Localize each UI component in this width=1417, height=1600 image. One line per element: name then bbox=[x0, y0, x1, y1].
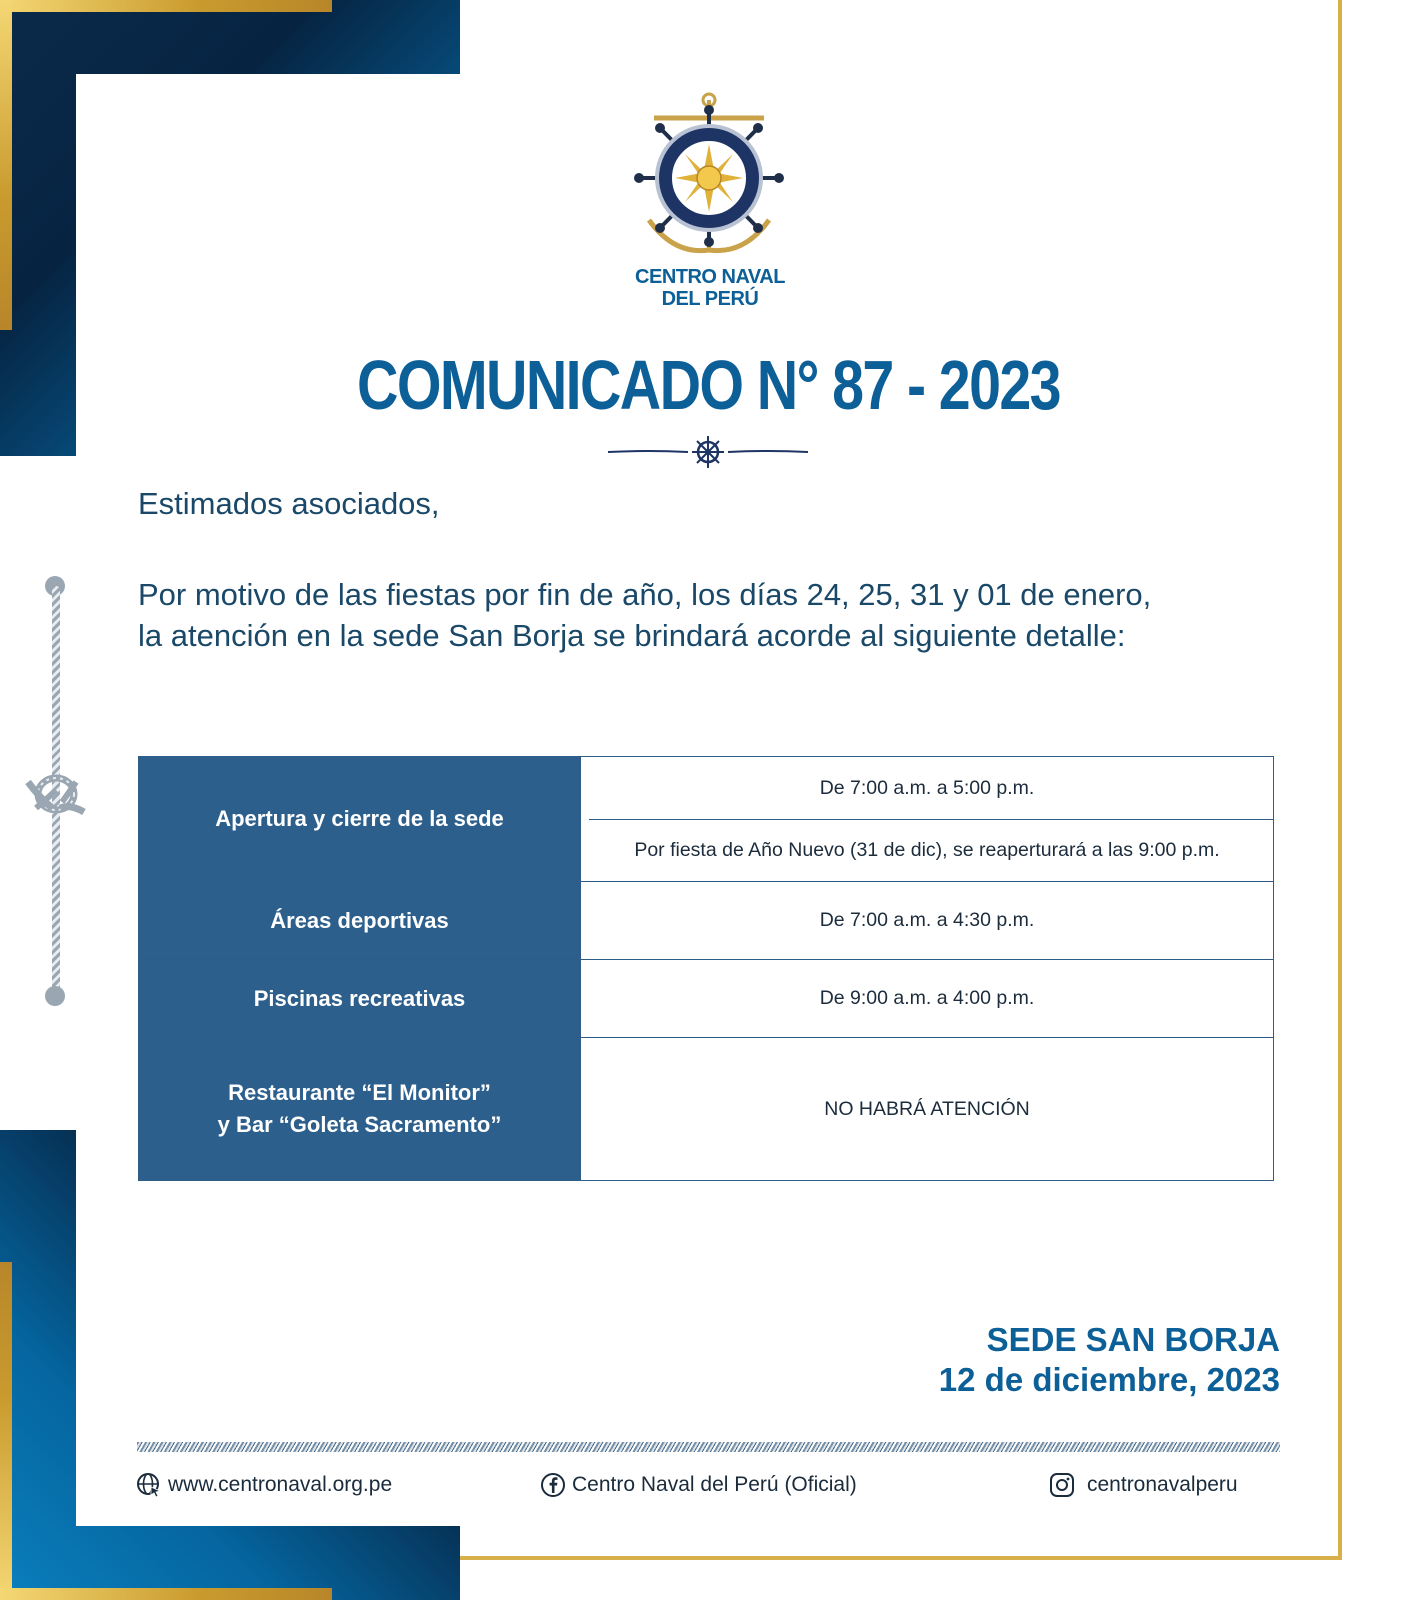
footer-website[interactable] bbox=[136, 1472, 392, 1498]
facebook-link[interactable]: Centro Naval del Perú (Oficial) bbox=[572, 1473, 857, 1496]
row-label-line-1: Restaurante “El Monitor” bbox=[228, 1080, 491, 1105]
instagram-icon bbox=[1049, 1472, 1075, 1498]
gold-accent bbox=[0, 0, 332, 12]
row-value: De 7:00 a.m. a 4:30 p.m. bbox=[581, 882, 1274, 960]
instagram-link[interactable]: centronavalperu bbox=[1087, 1473, 1238, 1496]
brand-line-2: DEL PERÚ bbox=[661, 288, 759, 310]
table-row bbox=[139, 960, 1274, 1038]
brand-name bbox=[560, 266, 860, 310]
cell-divider bbox=[589, 819, 1273, 820]
globe-icon bbox=[136, 1472, 162, 1498]
signature-place: SEDE SAN BORJA bbox=[986, 1321, 1280, 1358]
schedule-table bbox=[138, 756, 1274, 1181]
website-link[interactable]: www.centronaval.org.pe bbox=[168, 1473, 393, 1496]
gold-accent bbox=[0, 0, 12, 330]
signature-date: 12 de diciembre, 2023 bbox=[938, 1361, 1280, 1398]
footer-instagram[interactable] bbox=[1049, 1472, 1238, 1498]
page-title: COMUNICADO N° 87 - 2023 bbox=[357, 346, 1060, 424]
intro-line-2: la atención en la sede San Borja se brindará acorde al siguiente detalle: bbox=[138, 618, 1126, 653]
intro-paragraph bbox=[138, 574, 1298, 656]
row-value-text: Por fiesta de Año Nuevo (31 de dic), se reaperturará a las 9:00 p.m. bbox=[634, 838, 1220, 861]
signature-block bbox=[939, 1320, 1280, 1400]
row-value bbox=[581, 819, 1274, 882]
footer-facebook[interactable] bbox=[540, 1472, 857, 1498]
table-row bbox=[139, 882, 1274, 960]
svg-text:1900: 1900 bbox=[702, 218, 716, 226]
row-label: Áreas deportivas bbox=[139, 882, 581, 960]
footer-rope-divider bbox=[137, 1442, 1280, 1452]
row-label: Apertura y cierre de la sede bbox=[139, 757, 581, 882]
table-row bbox=[139, 1038, 1274, 1181]
intro-line-1: Por motivo de las fiestas por fin de año, los días 24, 25, 31 y 01 de enero, bbox=[138, 577, 1152, 612]
gold-accent bbox=[0, 1588, 332, 1600]
gold-accent bbox=[0, 1262, 12, 1600]
rope-end-icon bbox=[45, 986, 65, 1006]
row-label bbox=[139, 1038, 581, 1181]
row-label-line-2: y Bar “Goleta Sacramento” bbox=[217, 1112, 502, 1137]
row-value: De 7:00 a.m. a 5:00 p.m. bbox=[581, 757, 1274, 820]
centro-naval-logo bbox=[634, 90, 784, 260]
facebook-icon bbox=[540, 1472, 566, 1498]
row-value: De 9:00 a.m. a 4:00 p.m. bbox=[581, 960, 1274, 1038]
rope-knot-icon bbox=[22, 768, 90, 828]
brand-line-1: CENTRO NAVAL bbox=[635, 266, 785, 288]
row-value: NO HABRÁ ATENCIÓN bbox=[581, 1038, 1274, 1181]
table-row bbox=[139, 757, 1274, 820]
ship-wheel-divider-icon bbox=[608, 432, 808, 472]
row-label: Piscinas recreativas bbox=[139, 960, 581, 1038]
greeting: Estimados asociados, bbox=[138, 486, 440, 521]
